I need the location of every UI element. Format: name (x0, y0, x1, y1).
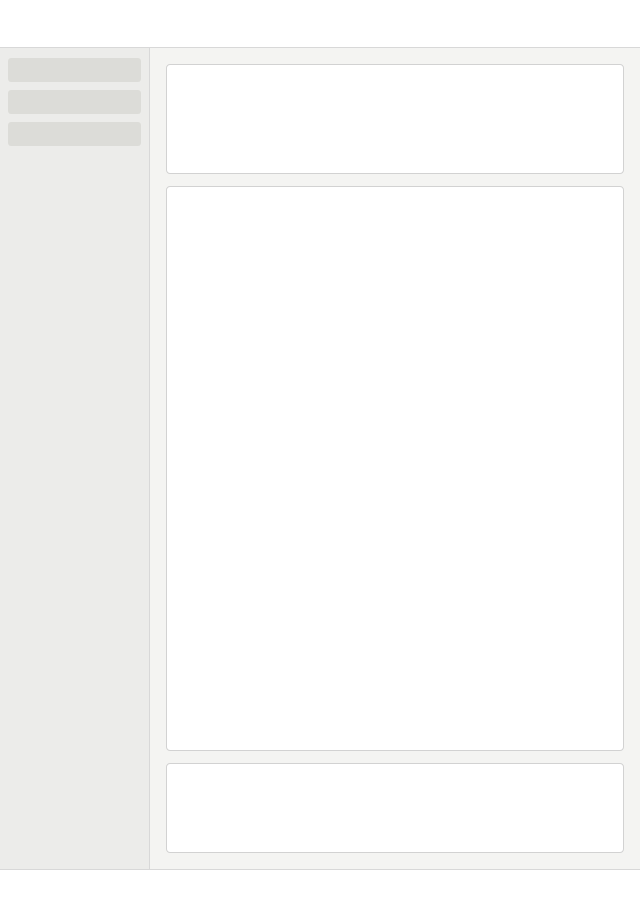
sidebar (0, 48, 150, 869)
footer (0, 869, 640, 905)
sidebar-block (8, 58, 141, 82)
content-panel-bottom (166, 763, 624, 853)
sidebar-block (8, 90, 141, 114)
content-panel-top (166, 64, 624, 174)
content-panel-main (166, 186, 624, 751)
main-content (150, 48, 640, 869)
header (0, 0, 640, 48)
sidebar-block (8, 122, 141, 146)
body-area (0, 48, 640, 869)
